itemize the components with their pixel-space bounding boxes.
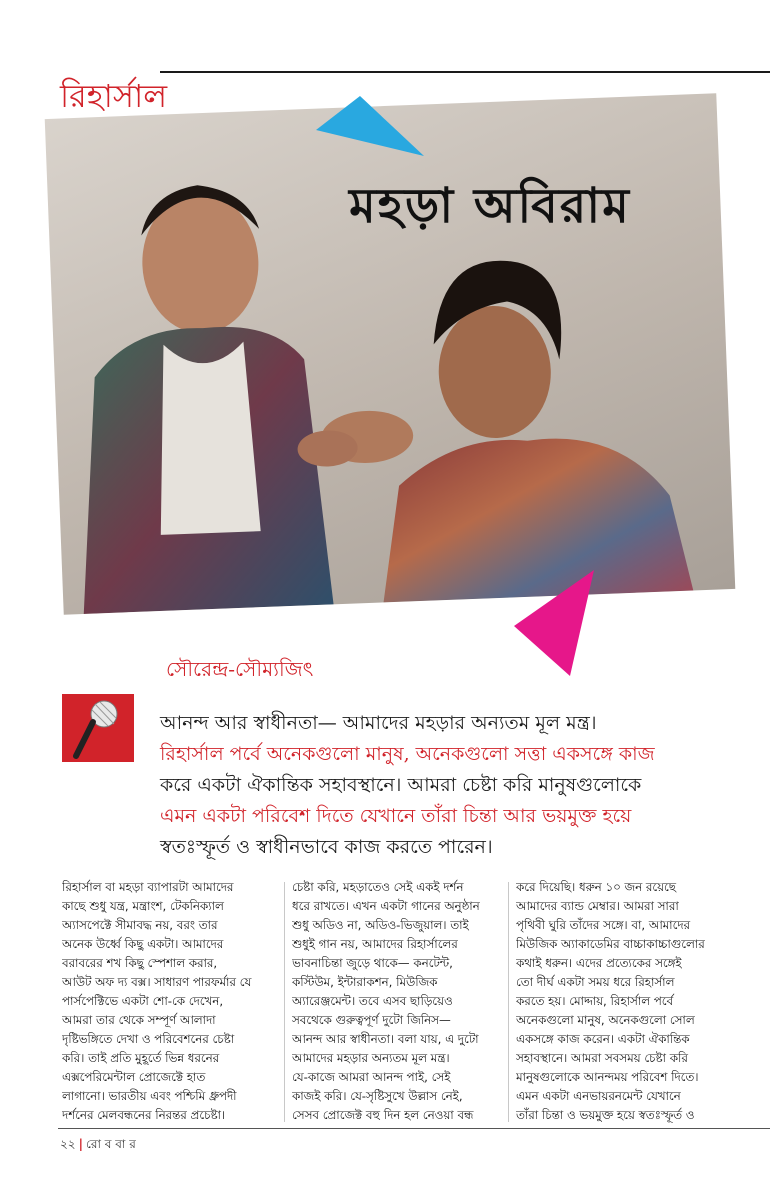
body-line: কাছে শুধু যন্ত্র, মন্ত্রাংশ, টেকনিক্যাল xyxy=(62,899,224,913)
page-folio xyxy=(60,1136,136,1156)
body-line: এক্সপেরিমেন্টাল প্রোজেক্টে হাত xyxy=(62,1070,206,1084)
body-line: করে দিয়েছি। ধরুন ১০ জন রয়েছে xyxy=(516,880,676,894)
body-line: অ্যাসপেক্টে সীমাবদ্ধ নয়, বরং তার xyxy=(62,918,218,932)
body-line: অনেকগুলো মানুষ, অনেকগুলো সোল xyxy=(516,1013,695,1027)
body-line: সহাবস্থানে। আমরা সবসময় চেষ্টা করি xyxy=(516,1051,688,1065)
body-line: ধরে রাখতে। এখন একটা গানের অনুষ্ঠান xyxy=(292,899,480,913)
body-line: করি। তাই প্রতি মুহূর্তে ভিন্ন ধরনের xyxy=(62,1051,220,1065)
body-line: আমরা তার থেকে সম্পূর্ণ আলাদা xyxy=(62,1013,216,1027)
body-line: মিউজিক অ্যাকাডেমির বাচ্চাকাচ্চাগুলোর xyxy=(516,937,705,951)
headline: মহড়া অবিরাম xyxy=(349,178,631,234)
body-line: ভাবনাচিন্তা জুড়ে থাকে— কনটেন্ট, xyxy=(292,956,453,970)
bottom-rule xyxy=(58,1128,770,1129)
top-rule xyxy=(160,71,770,73)
byline: সৌরেন্দ্র-সৌম্যজিৎ xyxy=(166,657,314,681)
body-line: আউট অফ দ্য বক্স। সাধারণ পারফর্মার যে xyxy=(62,975,252,989)
body-line: চেষ্টা করি, মহড়াতেও সেই একই দর্শন xyxy=(292,880,464,894)
body-line: শুধু অডিও না, অডিও-ভিজুয়াল। তাই xyxy=(292,918,469,932)
intro-line-highlight: রিহার্সাল পর্বে অনেকগুলো মানুষ, অনেকগুলো সত্তা একসঙ্গে কাজ xyxy=(160,743,655,765)
body-line: তাঁরা চিন্তা ও ভয়মুক্ত হয়ে স্বতঃস্ফূর্ত ও xyxy=(516,1108,695,1122)
body-line: একসঙ্গে কাজ করেন। একটা ঐকান্তিক xyxy=(516,1032,690,1046)
body-line: রিহার্সাল বা মহড়া ব্যাপারটা আমাদের xyxy=(62,880,234,894)
body-line: আমাদের ব্যান্ড মেম্বার। আমরা সারা xyxy=(516,899,679,913)
folio-separator: | xyxy=(78,1137,83,1151)
body-column-3 xyxy=(516,878,744,1125)
left-man-kurta xyxy=(153,341,260,535)
body-line: করতে হয়। মোদ্দায়, রিহার্সাল পর্বে xyxy=(516,994,674,1008)
body-line: কথাই ধরুন। এদের প্রত্যেকের সঙ্গেই xyxy=(516,956,682,970)
microphone-badge xyxy=(62,694,134,762)
body-line: কাজই করি। যে-সৃষ্টিসুখে উল্লাস নেই, xyxy=(292,1089,463,1103)
column-divider xyxy=(508,882,509,1122)
body-line: এমন একটা এনভায়রনমেন্ট যেখানে xyxy=(516,1089,681,1103)
body-line: আমাদের মহড়ার অন্যতম মূল মন্ত্র। xyxy=(292,1051,450,1065)
body-line: লাগানো। ভারতীয় এবং পশ্চিমি ধ্রুপদী xyxy=(62,1089,237,1103)
body-line: দর্শনের মেলবন্ধনের নিরন্তর প্রচেষ্টা। xyxy=(62,1108,226,1122)
body-line: শুধুই গান নয়, আমাদের রিহার্সালের xyxy=(292,937,458,951)
cyan-triangle xyxy=(316,96,426,160)
body-line: যে-কাজে আমরা আনন্দ পাই, সেই xyxy=(292,1070,451,1084)
body-line: কস্টিউম, ইন্টারাকশন, মিউজিক xyxy=(292,975,438,989)
body-line: পৃথিবী ঘুরি তাঁদের সঙ্গে। বা, আমাদের xyxy=(516,918,691,932)
body-line: মানুষগুলোকে আনন্দময় পরিবেশ দিতে। xyxy=(516,1070,699,1084)
body-line: আনন্দ আর স্বাধীনতা। বলা যায়, এ দুটো xyxy=(292,1032,479,1046)
intro-line: আনন্দ আর স্বাধীনতা— আমাদের মহড়ার অন্যতম মূল মন্ত্র। xyxy=(160,712,597,734)
section-label: রিহার্সাল xyxy=(60,77,168,115)
intro-line: করে একটা ঐকান্তিক সহাবস্থানে। আমরা চেষ্টা করি মানুষগুলোকে xyxy=(160,774,642,796)
body-line: অনেক উর্ধ্বে কিছু একটা। আমাদের xyxy=(62,937,224,951)
magenta-triangle xyxy=(510,568,596,680)
intro-paragraph xyxy=(160,708,750,863)
body-line: সেসব প্রোজেক্ট বহু দিন হল নেওয়া বন্ধ xyxy=(292,1108,474,1122)
body-line: তো দীর্ঘ একটা সময় ধরে রিহার্সাল xyxy=(516,975,675,989)
page-number: ২২ xyxy=(60,1137,76,1151)
body-line: বরাবরের শখ কিছু স্পেশাল করার, xyxy=(62,956,218,970)
body-column-1 xyxy=(62,878,290,1125)
body-line: অ্যারেঞ্জমেন্ট। তবে এসব ছাড়িয়েও xyxy=(292,994,453,1008)
publication-name: রো ব বা র xyxy=(86,1137,136,1151)
intro-line: স্বতঃস্ফূর্ত ও স্বাধীনভাবে কাজ করতে পারেন। xyxy=(160,836,493,858)
intro-line-highlight: এমন একটা পরিবেশ দিতে যেখানে তাঁরা চিন্তা আর ভয়মুক্ত হয়ে xyxy=(160,805,632,827)
body-line: পার্সপেক্টিভে একটা শো-কে দেখেন, xyxy=(62,994,224,1008)
column-divider xyxy=(284,882,285,1122)
body-column-2 xyxy=(292,878,520,1125)
right-man-face xyxy=(436,304,553,440)
body-line: দৃষ্টিভঙ্গিতে দেখা ও পরিবেশনের চেষ্টা xyxy=(62,1032,235,1046)
body-line: সবথেকে গুরুত্বপূর্ণ দুটো জিনিস— xyxy=(292,1013,451,1027)
microphone-icon xyxy=(62,694,134,762)
